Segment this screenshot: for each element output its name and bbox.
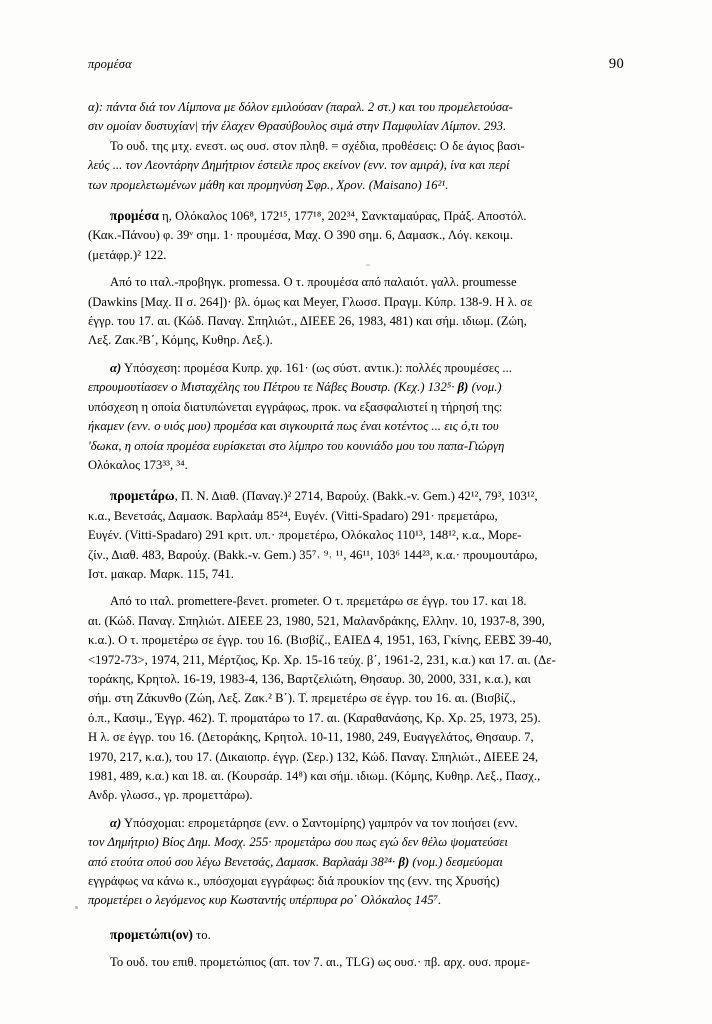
running-head: [88, 56, 624, 76]
paragraph-line: 1970, 217, κ.α.), του 17. (Δικαιοπρ. έγγρ. (Σερ.) 132, Κώδ. Παναγ. Σπηλιώτ., ΔΙΕΕΕ 24,: [88, 749, 539, 764]
dictionary-entry-prometopion: [88, 925, 624, 945]
text-block-neuter-participle: [88, 137, 624, 195]
sense-line: Ολόκαλος 173³³, ³⁴.: [88, 457, 188, 472]
block-spacer: [88, 265, 624, 273]
sense-line: προμετέρει ο λεγόμενος κυρ Κωσταντής υπέρπυρα ρο΄ Ολόκαλος 145⁷.: [88, 893, 442, 908]
paragraph-line: Από το ιταλ. promettere-βενετ. prometer. Ο τ. πρεμετάρω σε έγγρ. του 17. και 18.: [110, 594, 527, 609]
dictionary-entry-promesa: [88, 206, 624, 265]
paragraph-line: <1972-73>, 1974, 211, Μέρτζιος, Κρ. Χρ. 15-16 τεύχ. β΄, 1961-2, 231, κ.α.) και 17. αι. (Δε-: [88, 652, 556, 667]
page-number: 90: [608, 56, 624, 72]
paragraph-line: των προμελετωμένων μάθη και προμηνύση Σφρ., Χρον. (Maisano) 16²¹.: [88, 177, 449, 192]
block-spacer: [88, 475, 624, 486]
entry-headword-line: προμετάρω, Π. Ν. Διαθ. (Παναγ.)² 2714, Βαρούχ. (Bakk.-v. Gem.) 42¹², 79³, 103¹²,: [110, 488, 538, 504]
paragraph-line: τοράκης, Κρητολ. 16-19, 1983-4, 136, Βαρτζελιώτη, Θησαυρ. 30, 2000, 331, κ.α.), και: [88, 671, 531, 686]
paragraph-line: Ανδρ. γλωσσ., γρ. προμεττάρω).: [88, 788, 253, 803]
block-spacer: [88, 584, 624, 592]
entry-line: Ευγέν. (Vitti-Spadaro) 291 κριτ. υπ.· προμετέρω, Ολόκαλος 110¹³, 148¹², κ.α., Μορε-: [88, 528, 522, 543]
margin-speck: [75, 906, 78, 909]
sense-line: υπόσχεση η οποία διατυπώνεται εγγράφως, προκ. να εξασφαλιστεί η τήρησή της:: [88, 399, 503, 414]
sense-line: εγγράφως να κάνω κ., υπόσχομαι εγγράφως: διά προυκίον της (ενν. της Χρυσής): [88, 874, 500, 889]
block-spacer: [88, 806, 624, 814]
entry-line: (μετάφρ.)² 122.: [88, 247, 167, 262]
paragraph-line: Η λ. σε έγγρ. του 16. (Δετοράκης, Κρητολ. 10-11, 1980, 249, Ευαγγελάτος, Θησαυρ. 7,: [88, 730, 534, 745]
entry-line: Ιστ. μακαρ. Μαρκ. 115, 741.: [88, 566, 234, 581]
sense-line: ήκαμεν (ενν. ο υιός μου) προμέσα και σιγκουριτά πως έναι κοτέντος ... εις ό,τι του: [88, 419, 499, 434]
sense-block-promesa: [88, 359, 624, 475]
paragraph-line: σήμ. στη Ζάκυνθο (Ζώη, Λεξ. Ζακ.² Β΄). Τ. πρεμετέρω σε έγγρ. του 16. αι. (Βισβίζ.,: [88, 691, 516, 706]
entry-headword-line: προμετώπι(ον) το.: [110, 926, 211, 942]
paragraph-line: σιν ομοίαν δυστυχίαν| τήν έλαχεν Θρασύβουλος σιμά στην Παμφυλίαν Λίμπον. 293.: [88, 119, 507, 134]
sense-line: α) Υπόσχομαι: επρομετάρησε (ενν. ο Σαντομίρης) γαμπρόν να τον ποιήσει (ενν.: [110, 815, 518, 830]
sense-line: από ετούτα οπού σου λέγω Βενετσάς, Δαμασκ. Βαρλαάμ 38²⁴· β) (νομ.) δεσμεύομαι: [88, 854, 503, 869]
block-spacer: [88, 945, 624, 953]
block-spacer: [88, 195, 624, 206]
sense-line: 'δωκα, η οποία προμέσα ευρίσκεται στο λίμπρο του κουνιάδο μου του παπα-Γιώργη: [88, 438, 505, 453]
sense-line: τον Δημήτριο) Βίος Δημ. Μοσχ. 255· προμετάρω σου πως εγώ δεν θέλω ψοματεύσει: [88, 835, 508, 850]
block-spacer: [88, 911, 624, 925]
block-spacer: [88, 351, 624, 359]
paragraph-line: ό.π., Κασιμ., Έγγρ. 462). Τ. προματάρω το 17. αι. (Καραθανάσης, Κρ. Χρ. 25, 1973, 25).: [88, 710, 541, 725]
entry-line: (Κακ.-Πάνου) φ. 39ᵛ σημ. 1· προυμέσα, Μαχ. Ο 390 σημ. 6, Δαμασκ., Λόγ. κεκοιμ.: [88, 228, 514, 243]
paragraph-line: Από το ιταλ.-προβηγκ. promessa. Ο τ. προυμέσα από παλαιότ. γαλλ. proumesse: [110, 275, 517, 290]
sense-line: α) Υπόσχεση: προμέσα Κυπρ. χφ. 161· (ως σύστ. αντικ.): πολλές προυμέσες ...: [110, 360, 512, 375]
text-block-prometopion-note: [88, 953, 624, 972]
sense-line: επρουμουτίασεν ο Μισταχέλης του Πέτρου τε Νάβες Βουστρ. (Κεχ.) 132⁵· β) (νομ.): [88, 380, 502, 395]
entry-line: κ.α., Βενετσάς, Δαμασκ. Βαρλαάμ 85²⁴, Ευγέν. (Vitti-Spadaro) 291· πρεμετάρω,: [88, 508, 498, 523]
dictionary-entry-prometaro: [88, 486, 624, 584]
text-block-continuation: [88, 98, 624, 137]
paragraph-line: (Dawkins [Μαχ. ΙΙ σ. 264])· βλ. όμως και Meyer, Γλωσσ. Πραγμ. Κύπρ. 138-9. Η λ. σε: [88, 294, 533, 309]
etymology-block-promesa: [88, 273, 624, 351]
paragraph-line: Το ουδ. του επιθ. προμετώπιος (απ. τον 7. αι., TLG) ως ουσ.· πβ. αρχ. ουσ. προμε-: [110, 955, 531, 970]
paragraph-line: λεύς ... τον Λεοντάρην Δημήτριον έστειλε προς εκείνον (ενν. τον αμιρά), ίνα και περί: [88, 158, 510, 173]
paragraph-line: Λεξ. Ζακ.²Β΄, Κόμης, Κυθηρ. Λεξ.).: [88, 333, 273, 348]
paragraph-line: 1981, 489, κ.α.) και 18. αι. (Κουρσάρ. 14⁸) και σήμ. ιδιωμ. (Κόμης, Κυθηρ. Λεξ., Πασχ.,: [88, 769, 541, 783]
paragraph-line: Το ουδ. της μτχ. ενεστ. ως ουσ. στον πληθ. = σχέδια, προθέσεις: Ο δε άγιος βασι-: [110, 138, 525, 153]
body-text-column: [88, 98, 624, 973]
running-head-lemma: προμέσα: [88, 57, 132, 71]
paragraph-line: έγγρ. του 17. αι. (Κώδ. Παναγ. Σπηλιώτ., ΔΙΕΕΕ 26, 1983, 481) και σήμ. ιδιωμ. (Ζώη,: [88, 314, 527, 329]
paragraph-line: κ.α.). Ο τ. προμετέρω σε έγγρ. του 16. (Βισβίζ., ΕΑΙΕΔ 4, 1951, 163, Γκίνης, ΕΕΒΣ 39-40,: [88, 633, 552, 648]
sense-block-prometaro: [88, 814, 624, 911]
entry-line: ζίν., Διαθ. 483, Βαρούχ. (Bakk.-v. Gem.) 35⁷˒ ⁹˒ ¹¹, 46¹¹, 103⁶ 144²³, κ.α.· προυμουτάρω,: [88, 547, 538, 562]
etymology-block-prometaro: [88, 592, 624, 805]
paragraph-line: αι. (Κώδ. Παναγ. Σπηλιώτ. ΔΙΕΕΕ 23, 1980, 521, Μαλανδράκης, Ελλην. 10, 1937-8, 390,: [88, 613, 545, 628]
paragraph-line: α): πάντα διά τον Λίμπονα με δόλον εμιλούσαν (παραλ. 2 στ.) και του προμελετούσα-: [88, 100, 513, 114]
entry-headword-line: προμέσα η, Ολόκαλος 106⁸, 172¹⁵, 177¹⁸, 202³⁴, Σανκταμαύρας, Πράξ. Αποστόλ.: [110, 208, 527, 224]
